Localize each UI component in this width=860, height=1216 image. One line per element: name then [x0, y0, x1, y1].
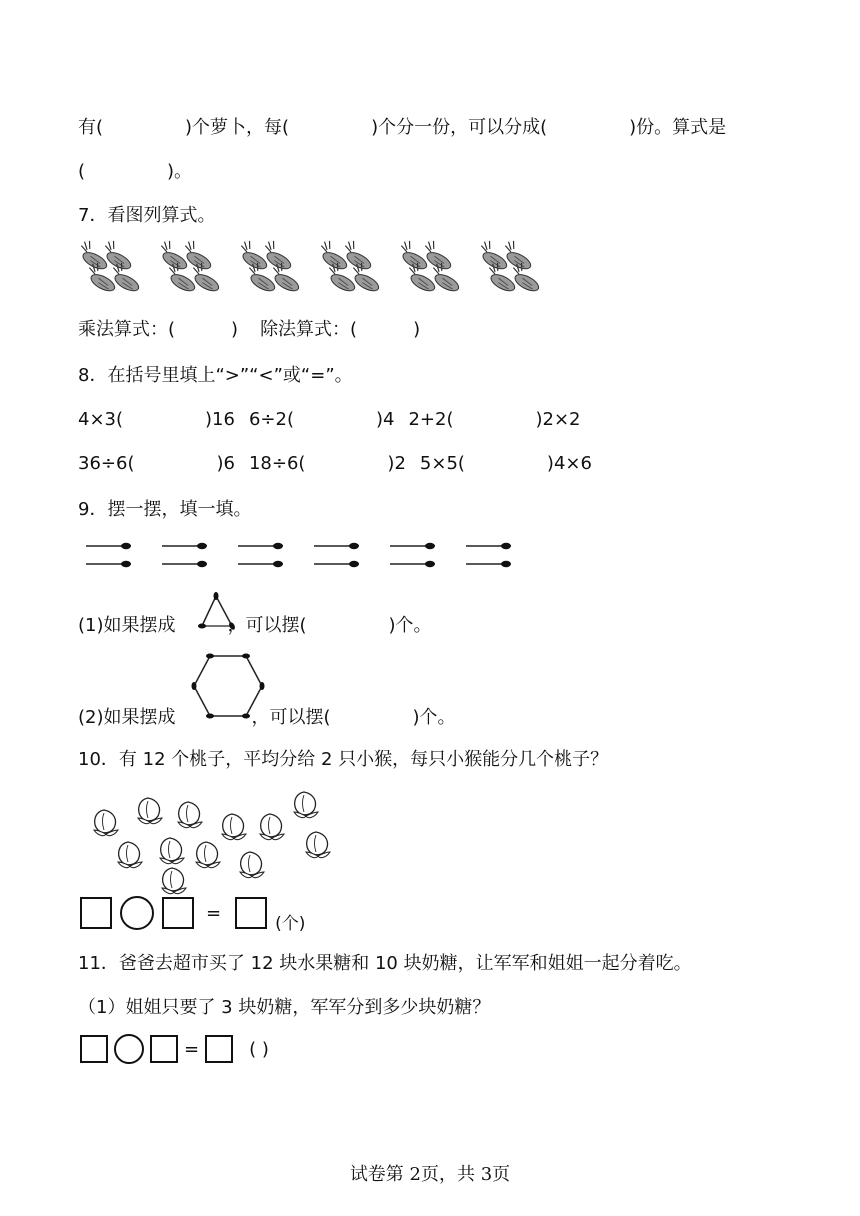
q6-text: )个分一份，可以分成(	[371, 117, 548, 138]
radish-group	[235, 239, 305, 295]
compare-right: )4×6	[546, 453, 592, 474]
compare-right: )2	[387, 453, 406, 474]
q6-line2	[78, 160, 192, 184]
q11-sub1: （1）姐姐只要了 3 块奶糖，军军分到多少块奶糖？	[78, 997, 491, 1018]
q6-text: )份。算式是	[629, 117, 727, 138]
q6-text: (	[78, 161, 86, 182]
peach-icon	[118, 842, 142, 868]
q9-p1-end: )个。	[388, 615, 432, 636]
q9-p1-prefix: (1)如果摆成	[78, 615, 176, 636]
peach-icon	[240, 852, 264, 878]
q6-text: )。	[167, 161, 193, 182]
peach-icon	[196, 842, 220, 868]
q9-part-1	[78, 614, 432, 638]
q10-equation	[80, 896, 306, 934]
matchstick-pair	[390, 543, 435, 567]
q7-title: 7．看图列算式。	[78, 205, 216, 226]
radish-group	[315, 239, 385, 295]
equals-sign: =	[184, 1038, 200, 1060]
equals-sign: =	[206, 902, 222, 924]
compare-right: )4	[375, 409, 395, 430]
matchstick-pair	[238, 543, 283, 567]
answer-box[interactable]	[80, 897, 112, 929]
page-footer: 试卷第 2页，共 3页	[349, 1164, 511, 1185]
peach-icon	[94, 810, 118, 836]
compare-right: )6	[216, 453, 235, 474]
paren-close: )	[413, 319, 421, 340]
operator-circle[interactable]	[114, 1034, 144, 1064]
q9-p2-prefix: (2)如果摆成	[78, 707, 176, 728]
radish-groups-image	[78, 244, 548, 300]
q11-title: 11．爸爸去超市买了 12 块水果糖和 10 块奶糖，让军军和姐姐一起分着吃。	[78, 953, 692, 974]
paren-close: )	[231, 319, 239, 340]
answer-box[interactable]	[162, 897, 194, 929]
compare-left: 6÷2(	[248, 409, 294, 430]
matchstick-pair	[162, 543, 207, 567]
q8-row-1	[78, 408, 580, 432]
matchstick-pair	[466, 543, 511, 567]
q9-title: 9．摆一摆，填一填。	[78, 499, 252, 520]
q9-p1-suffix: ，可以摆(	[227, 615, 307, 636]
division-label: 除法算式：(	[260, 319, 358, 340]
compare-left: 2+2(	[408, 409, 454, 430]
peach-icon	[222, 814, 246, 840]
answer-box[interactable]	[235, 897, 267, 929]
unit-label: (个)	[275, 913, 306, 934]
answer-box[interactable]	[150, 1035, 178, 1063]
answer-box[interactable]	[205, 1035, 233, 1063]
q6-text: )个萝卜，每(	[185, 117, 290, 138]
q6-text: 有(	[78, 117, 104, 138]
multiplication-label: 乘法算式：(	[78, 319, 176, 340]
matchsticks-image	[86, 538, 516, 574]
operator-circle[interactable]	[120, 896, 154, 930]
compare-left: 18÷6(	[248, 453, 306, 474]
matchstick-pair	[86, 543, 131, 567]
q7-answers	[78, 318, 420, 342]
answer-box[interactable]	[80, 1035, 108, 1063]
peach-icon	[294, 792, 318, 818]
peaches-image	[78, 780, 338, 892]
peach-icon	[138, 798, 162, 824]
q9-p2-end: )个。	[412, 707, 456, 728]
compare-left: 36÷6(	[78, 453, 135, 474]
radish-group	[75, 239, 145, 295]
peach-icon	[260, 814, 284, 840]
peach-icon	[306, 832, 330, 858]
compare-left: 5×5(	[419, 453, 465, 474]
q8-row-2	[78, 452, 592, 476]
radish-group	[475, 239, 545, 295]
q8-title: 8．在括号里填上“>”“<”或“=”。	[78, 365, 353, 386]
compare-right: )2×2	[535, 409, 581, 430]
q10-title: 10．有 12 个桃子，平均分给 2 只小猴，每只小猴能分几个桃子？	[78, 749, 609, 770]
radish-group	[155, 239, 225, 295]
compare-left: 4×3(	[78, 409, 124, 430]
peach-icon	[162, 868, 186, 894]
matchstick-pair	[314, 543, 359, 567]
q9-p2-suffix: ，可以摆(	[251, 707, 331, 728]
compare-right: )16	[205, 409, 235, 430]
q6-line1	[78, 116, 726, 140]
unit-label: ( )	[249, 1038, 269, 1060]
radish-group	[395, 239, 465, 295]
peach-icon	[178, 802, 202, 828]
q11-equation	[80, 1034, 269, 1064]
q9-part-2	[78, 706, 456, 730]
peach-icon	[160, 838, 184, 864]
